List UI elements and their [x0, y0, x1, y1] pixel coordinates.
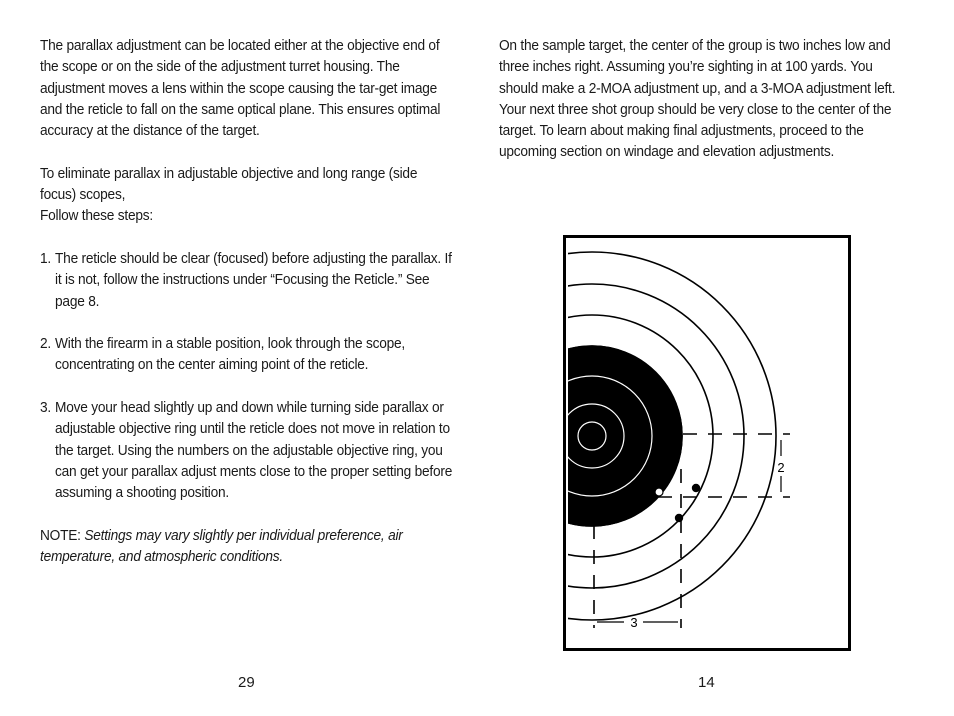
step-item: [40, 398, 454, 504]
left-page-text: [40, 36, 454, 590]
step-number: 1.: [40, 250, 51, 267]
step-text: With the firearm in a stable position, look through the scope, concentrating on the center aiming point of the reticle.: [55, 336, 405, 374]
step-number: 2.: [40, 336, 51, 353]
note-label: NOTE:: [40, 527, 81, 544]
step-text: Move your head slightly up and down while turning side parallax or adjustable objective ring until the reticle does not move in relation to the target. Using the numbers on the adjustable objective ring, you can get your parallax adjust ments close to the proper setting before assuming a shooting position.: [55, 400, 453, 502]
step-text: The reticle should be clear (focused) before adjusting the parallax. If it is not, follow the instructions under “Focusing the Reticle.” See page 8.: [55, 250, 452, 310]
intro-paragraph: The parallax adjustment can be located either at the objective end of the scope or on the side of the adjustment turret housing. The adjustment moves a lens within the scope causing the tar-get image and the reticle to fall on the same optical plane. This ensures optimal accuracy at the distance of the target.: [40, 38, 441, 140]
sample-target-paragraph: On the sample target, the center of the group is two inches low and three inches right. Assuming you’re sighting in at 100 yards. You should make a 2-MOA adjustment up, and a 3-MOA adjustment left. Your next three shot group should be very close to the center of the target. To learn about making final adjustments, proceed to the upcoming section on windage and elevation adjustments.: [499, 38, 896, 161]
page-number-right: 14: [698, 674, 715, 691]
note-text: Settings may vary slightly per individual preference, air temperature, and atmospheric conditions.: [40, 527, 403, 566]
shot-hole: [692, 484, 700, 492]
eliminate-parallax-paragraph: To eliminate parallax in adjustable objective and long range (side focus) scopes,: [40, 165, 418, 204]
horizontal-offset-label: 3: [630, 615, 638, 630]
shot-hole: [675, 514, 683, 522]
note-paragraph: [40, 526, 454, 569]
step-item: [40, 334, 454, 377]
follow-steps-line: Follow these steps:: [40, 208, 153, 225]
page-number-left: 29: [238, 674, 255, 691]
shot-hole: [655, 488, 663, 496]
right-page-text: [499, 36, 913, 185]
step-item: [40, 249, 454, 313]
step-number: 3.: [40, 400, 51, 417]
vertical-offset-label: 2: [777, 460, 785, 475]
sample-target-figure: [563, 235, 851, 651]
